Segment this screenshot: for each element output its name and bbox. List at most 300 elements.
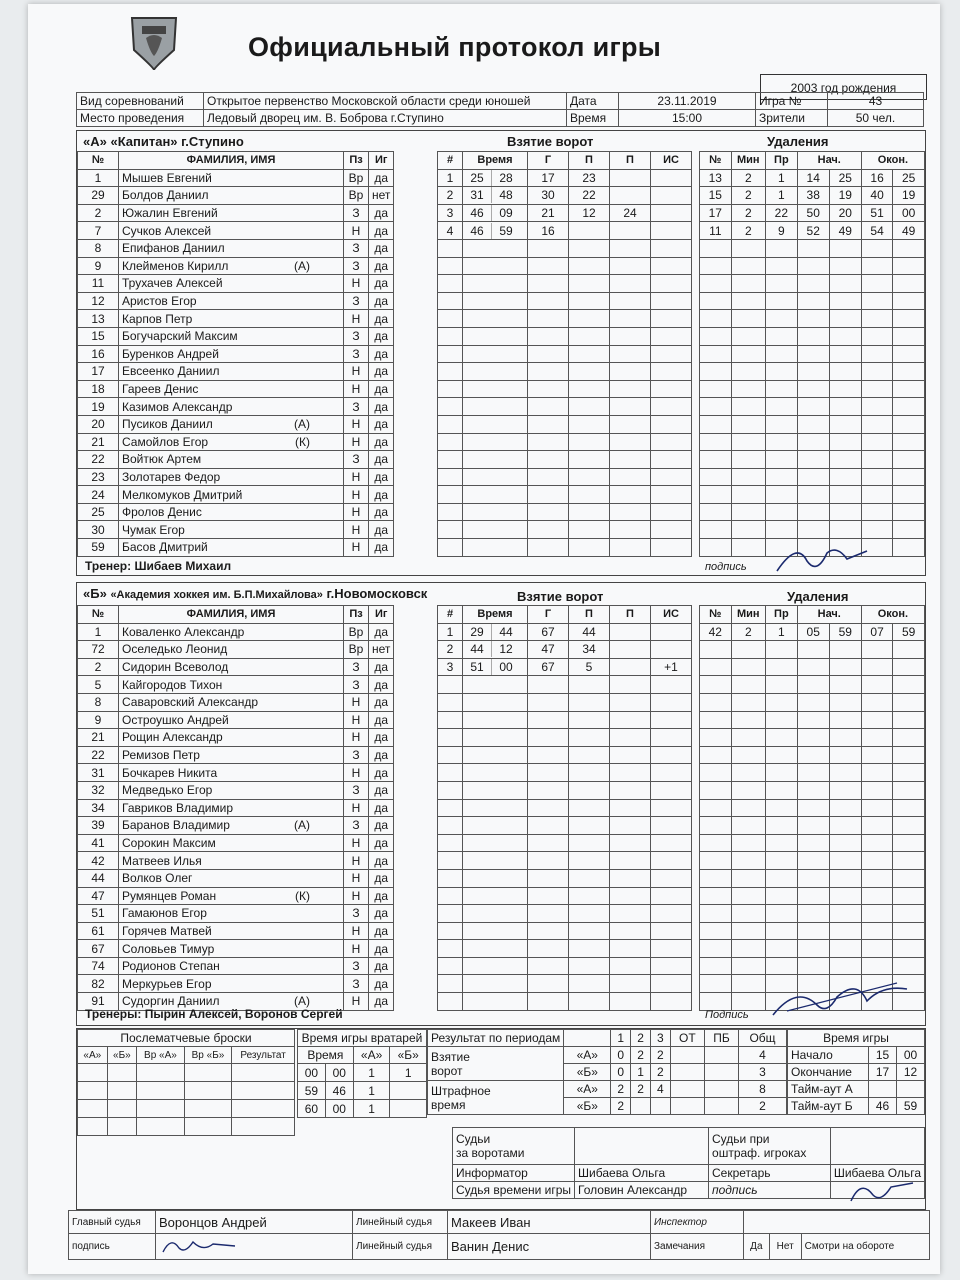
pen-reason	[765, 275, 797, 293]
goal-situation	[651, 852, 692, 870]
pen-end-sec	[893, 398, 925, 416]
pen-end-min	[861, 905, 893, 923]
player-played: да	[369, 975, 394, 993]
goal-scorer	[528, 363, 569, 381]
goal-scorer	[528, 711, 569, 729]
pen-end-sec	[893, 799, 925, 817]
player-position: Н	[344, 503, 369, 521]
player-name-cell	[119, 415, 344, 433]
goal-row	[438, 415, 692, 433]
player-name-cell	[119, 204, 344, 222]
pen-end-min	[861, 415, 893, 433]
pen-start-min	[797, 711, 829, 729]
pim-a-ot	[670, 1081, 704, 1098]
pen-start-sec	[829, 275, 861, 293]
protocol-sheet	[28, 4, 940, 1274]
goal-assist2	[610, 799, 651, 817]
player-row	[78, 257, 394, 275]
pen-start-sec: 20	[829, 204, 861, 222]
captain-mark: (А)	[294, 258, 310, 273]
goal-assist2	[610, 940, 651, 958]
team-b-goals-title: Взятие ворот	[517, 589, 604, 604]
informer-label: Информатор	[453, 1165, 575, 1182]
goal-assist2	[610, 869, 651, 887]
pen-end-sec	[893, 905, 925, 923]
goal-assist2	[610, 468, 651, 486]
goal-num	[438, 905, 463, 923]
player-name: Епифанов Даниил	[122, 241, 225, 256]
penalty-row	[700, 257, 925, 275]
goal-scorer	[528, 799, 569, 817]
player-name-cell	[119, 398, 344, 416]
player-number: 29	[78, 187, 119, 205]
player-played: да	[369, 905, 394, 923]
goal-scorer	[528, 852, 569, 870]
goal-scorer	[528, 451, 569, 469]
pen-end-min	[861, 486, 893, 504]
goal-num	[438, 292, 463, 310]
goal-time-cell	[463, 676, 528, 694]
pen-start-sec	[829, 905, 861, 923]
player-name: Клейменов Кирилл	[122, 258, 229, 273]
goal-num: 3	[438, 658, 463, 676]
goal-assist1	[569, 468, 610, 486]
goal-situation	[651, 834, 692, 852]
pen-minutes	[731, 905, 765, 923]
player-position: Н	[344, 486, 369, 504]
goal-assist1: 23	[569, 169, 610, 187]
pen-start-sec	[829, 363, 861, 381]
goal-situation	[651, 905, 692, 923]
goal-assist2	[610, 729, 651, 747]
player-name-cell	[119, 869, 344, 887]
player-position: З	[344, 975, 369, 993]
player-position: Н	[344, 380, 369, 398]
player-name: Басов Дмитрий	[122, 540, 208, 555]
pen-end-sec	[893, 764, 925, 782]
pen-start-sec	[829, 869, 861, 887]
team-b-goals-table	[437, 605, 692, 1011]
goal-scorer: 30	[528, 187, 569, 205]
goal-assist2	[610, 222, 651, 240]
player-position: Н	[344, 711, 369, 729]
viewers-value: 50 чел.	[828, 110, 924, 127]
pen-start-min	[797, 398, 829, 416]
goal-situation	[651, 693, 692, 711]
pen-end-min	[861, 781, 893, 799]
col-ig: Иг	[369, 606, 394, 624]
penalty-row	[700, 711, 925, 729]
goal-situation	[651, 275, 692, 293]
player-played: да	[369, 957, 394, 975]
player-position: Н	[344, 433, 369, 451]
player-number: 47	[78, 887, 119, 905]
pen-reason	[765, 834, 797, 852]
col-pen-reason: Пр	[765, 606, 797, 624]
player-played: да	[369, 799, 394, 817]
pen-reason	[765, 658, 797, 676]
pen-reason	[765, 852, 797, 870]
goal-assist1	[569, 869, 610, 887]
goal-scorer: 16	[528, 222, 569, 240]
player-name: Фролов Денис	[122, 505, 202, 520]
start-m: 00	[897, 1047, 925, 1064]
player-number: 21	[78, 729, 119, 747]
pen-start-sec	[829, 292, 861, 310]
pim-b-pb	[705, 1098, 739, 1115]
goal-num	[438, 451, 463, 469]
player-number: 67	[78, 940, 119, 958]
goal-assist1	[569, 292, 610, 310]
penalty-row	[700, 957, 925, 975]
timekeeper-value: Головин Александр	[575, 1182, 709, 1199]
pen-start-min: 05	[797, 623, 829, 641]
goal-num	[438, 345, 463, 363]
player-name-cell	[119, 327, 344, 345]
pen-reason	[765, 486, 797, 504]
goal-row	[438, 521, 692, 539]
player-name: Самойлов Егор	[122, 434, 209, 449]
goal-assist1	[569, 975, 610, 993]
pen-end-sec: 59	[893, 623, 925, 641]
goal-assist1	[569, 834, 610, 852]
linesman2-value: Ванин Денис	[448, 1234, 651, 1260]
player-row	[78, 521, 394, 539]
player-name-cell	[119, 658, 344, 676]
pen-player	[700, 415, 732, 433]
goal-num: 2	[438, 187, 463, 205]
goal-time-cell	[463, 275, 528, 293]
player-row	[78, 204, 394, 222]
pen-reason	[765, 817, 797, 835]
pen-reason: 1	[765, 623, 797, 641]
player-row	[78, 169, 394, 187]
player-name: Гареев Денис	[122, 382, 199, 397]
goalie-b	[390, 1100, 427, 1118]
player-number: 32	[78, 781, 119, 799]
goal-time-cell	[463, 451, 528, 469]
pen-player	[700, 398, 732, 416]
goal-row	[438, 781, 692, 799]
player-name: Сорокин Максим	[122, 836, 216, 851]
player-row	[78, 957, 394, 975]
player-number: 51	[78, 905, 119, 923]
pen-end-min	[861, 292, 893, 310]
pen-minutes	[731, 468, 765, 486]
pen-end-sec	[893, 852, 925, 870]
pen-end-min	[861, 887, 893, 905]
penalty-row	[700, 940, 925, 958]
pen-end-sec	[893, 658, 925, 676]
pen-minutes	[731, 658, 765, 676]
player-name: Рощин Александр	[122, 730, 223, 745]
pen-end-min	[861, 380, 893, 398]
goal-row	[438, 905, 692, 923]
goal-assist2	[610, 239, 651, 257]
player-name: Карпов Петр	[122, 311, 193, 326]
pen-player	[700, 451, 732, 469]
goal-num	[438, 746, 463, 764]
pen-player	[700, 275, 732, 293]
player-played: да	[369, 169, 394, 187]
goal-situation	[651, 781, 692, 799]
player-name-cell	[119, 169, 344, 187]
player-name: Родионов Степан	[122, 959, 220, 974]
goal-scorer	[528, 993, 569, 1011]
player-name-cell	[119, 257, 344, 275]
goal-assist1	[569, 711, 610, 729]
linesman2-label: Линейный судья	[353, 1234, 448, 1260]
team-a-goals-table	[437, 151, 692, 557]
pen-end-min	[861, 521, 893, 539]
goal-scorer	[528, 257, 569, 275]
col-goal-situation: ИС	[651, 606, 692, 624]
goal-assist1	[569, 239, 610, 257]
pim-b-p2	[631, 1098, 651, 1115]
goal-scorer	[528, 764, 569, 782]
player-row	[78, 187, 394, 205]
player-played: да	[369, 539, 394, 557]
pen-end-min	[861, 869, 893, 887]
pen-minutes	[731, 292, 765, 310]
pen-start-min	[797, 834, 829, 852]
goal-scorer	[528, 468, 569, 486]
end-label: Окончание	[788, 1064, 869, 1081]
goal-row	[438, 486, 692, 504]
goal-assist1: 22	[569, 187, 610, 205]
player-played: да	[369, 781, 394, 799]
pen-reason	[765, 292, 797, 310]
player-name-cell	[119, 539, 344, 557]
goal-assist2	[610, 764, 651, 782]
col-pen-min: Мин	[731, 152, 765, 170]
penalty-row	[700, 781, 925, 799]
secretary-signature	[847, 1175, 917, 1207]
col-goal-scorer: Г	[528, 606, 569, 624]
pen-start-sec: 19	[829, 187, 861, 205]
pen-player: 13	[700, 169, 732, 187]
goal-row	[438, 869, 692, 887]
pen-start-sec	[829, 398, 861, 416]
player-played: да	[369, 222, 394, 240]
player-played: да	[369, 764, 394, 782]
linesman1-label: Линейный судья	[353, 1211, 448, 1234]
goals-row-label: Взятие ворот	[428, 1047, 564, 1081]
game-time-title: Время игры	[788, 1030, 925, 1047]
pen-start-min: 50	[797, 204, 829, 222]
goal-assist1	[569, 693, 610, 711]
pen-start-min	[797, 327, 829, 345]
player-position: Н	[344, 764, 369, 782]
goal-num: 2	[438, 641, 463, 659]
pen-end-sec	[893, 292, 925, 310]
pen-minutes	[731, 957, 765, 975]
player-played: да	[369, 275, 394, 293]
pen-reason: 1	[765, 169, 797, 187]
player-position: З	[344, 345, 369, 363]
goals-a-mark: «А»	[564, 1047, 611, 1064]
pen-start-sec	[829, 641, 861, 659]
pen-player	[700, 940, 732, 958]
goal-row	[438, 834, 692, 852]
pen-end-sec	[893, 641, 925, 659]
pen-start-min	[797, 503, 829, 521]
goal-situation	[651, 746, 692, 764]
player-row	[78, 975, 394, 993]
pen-end-min	[861, 817, 893, 835]
player-played: да	[369, 887, 394, 905]
shootout-table	[77, 1029, 295, 1136]
period-col-2: 2	[631, 1030, 651, 1047]
pen-minutes	[731, 887, 765, 905]
pen-end-min	[861, 239, 893, 257]
goal-situation	[651, 239, 692, 257]
pen-minutes: 2	[731, 169, 765, 187]
pen-end-min: 16	[861, 169, 893, 187]
goal-num	[438, 539, 463, 557]
goal-situation	[651, 975, 692, 993]
game-number-value: 43	[828, 93, 924, 110]
goal-assist2	[610, 503, 651, 521]
pen-reason	[765, 310, 797, 328]
goal-scorer	[528, 345, 569, 363]
goal-time-cell	[463, 922, 528, 940]
player-number: 74	[78, 957, 119, 975]
goal-assist2	[610, 345, 651, 363]
pen-minutes	[731, 327, 765, 345]
penalty-row	[700, 693, 925, 711]
goal-assist2	[610, 363, 651, 381]
pen-player	[700, 310, 732, 328]
goal-minute: 25	[463, 170, 492, 186]
player-row	[78, 327, 394, 345]
player-row	[78, 539, 394, 557]
secretary-value: Шибаева Ольга	[830, 1165, 924, 1182]
goal-assist1	[569, 363, 610, 381]
pen-end-sec: 19	[893, 187, 925, 205]
pen-start-sec	[829, 327, 861, 345]
goal-row	[438, 310, 692, 328]
pen-end-min: 54	[861, 222, 893, 240]
pen-minutes	[731, 799, 765, 817]
goal-row	[438, 327, 692, 345]
goalie-b	[390, 1082, 427, 1100]
pen-minutes	[731, 940, 765, 958]
pen-minutes	[731, 693, 765, 711]
goal-row	[438, 539, 692, 557]
goal-situation	[651, 887, 692, 905]
informer-value: Шибаева Ольга	[575, 1165, 709, 1182]
player-row	[78, 711, 394, 729]
pen-minutes	[731, 729, 765, 747]
penalty-row	[700, 729, 925, 747]
penalty-row	[700, 817, 925, 835]
player-number: 20	[78, 415, 119, 433]
player-name: Сучков Алексей	[122, 223, 212, 238]
team-a-roster	[77, 151, 394, 557]
goal-num	[438, 486, 463, 504]
player-position: Вр	[344, 187, 369, 205]
goal-time-cell	[463, 817, 528, 835]
pen-minutes	[731, 817, 765, 835]
goal-time-cell	[463, 799, 528, 817]
goal-row	[438, 503, 692, 521]
secretary-sign-label: подпись	[709, 1182, 831, 1199]
pen-start-sec	[829, 257, 861, 275]
player-row	[78, 764, 394, 782]
page-title: Официальный протокол игры	[248, 32, 662, 62]
player-position: Вр	[344, 641, 369, 659]
player-number: 13	[78, 310, 119, 328]
goal-situation	[651, 922, 692, 940]
pen-player	[700, 781, 732, 799]
penalty-row	[700, 468, 925, 486]
player-name: Аристов Егор	[122, 294, 197, 309]
player-name: Евсеенко Даниил	[122, 364, 220, 379]
goals-a-p2: 2	[631, 1047, 651, 1064]
player-name-cell	[119, 852, 344, 870]
goal-time-cell	[463, 869, 528, 887]
goal-scorer: 17	[528, 169, 569, 187]
goal-num	[438, 239, 463, 257]
player-row	[78, 363, 394, 381]
pen-reason	[765, 922, 797, 940]
pen-minutes	[731, 363, 765, 381]
pen-minutes	[731, 310, 765, 328]
goal-assist2	[610, 539, 651, 557]
pen-player	[700, 852, 732, 870]
date-value: 23.11.2019	[619, 93, 756, 110]
pen-end-min: 07	[861, 623, 893, 641]
pen-end-min	[861, 257, 893, 275]
pen-start-min	[797, 239, 829, 257]
penalty-row	[700, 905, 925, 923]
goal-assist2	[610, 746, 651, 764]
goal-assist2	[610, 641, 651, 659]
pen-player	[700, 729, 732, 747]
player-position: Н	[344, 521, 369, 539]
pen-reason	[765, 676, 797, 694]
pim-a-mark: «А»	[564, 1081, 611, 1098]
goal-assist2	[610, 486, 651, 504]
player-name: Коваленко Александр	[122, 624, 245, 639]
pen-end-sec	[893, 275, 925, 293]
player-name: Матвеев Илья	[122, 853, 202, 868]
player-position: З	[344, 676, 369, 694]
penalty-row	[700, 869, 925, 887]
goal-assist2	[610, 292, 651, 310]
pen-reason	[765, 503, 797, 521]
pen-start-min	[797, 817, 829, 835]
pen-minutes	[731, 433, 765, 451]
goal-assist2	[610, 975, 651, 993]
goal-assist2	[610, 887, 651, 905]
goal-row	[438, 940, 692, 958]
pen-reason: 22	[765, 204, 797, 222]
col-pz: Пз	[344, 606, 369, 624]
goals-a-pb	[705, 1047, 739, 1064]
player-name: Волков Олег	[122, 871, 193, 886]
penalty-row	[700, 398, 925, 416]
team-a-sign-label: подпись	[705, 561, 747, 573]
goal-assist1	[569, 398, 610, 416]
pen-player	[700, 345, 732, 363]
player-row	[78, 345, 394, 363]
player-number: 30	[78, 521, 119, 539]
goal-time-cell	[463, 887, 528, 905]
pen-end-sec	[893, 486, 925, 504]
goal-scorer: 47	[528, 641, 569, 659]
